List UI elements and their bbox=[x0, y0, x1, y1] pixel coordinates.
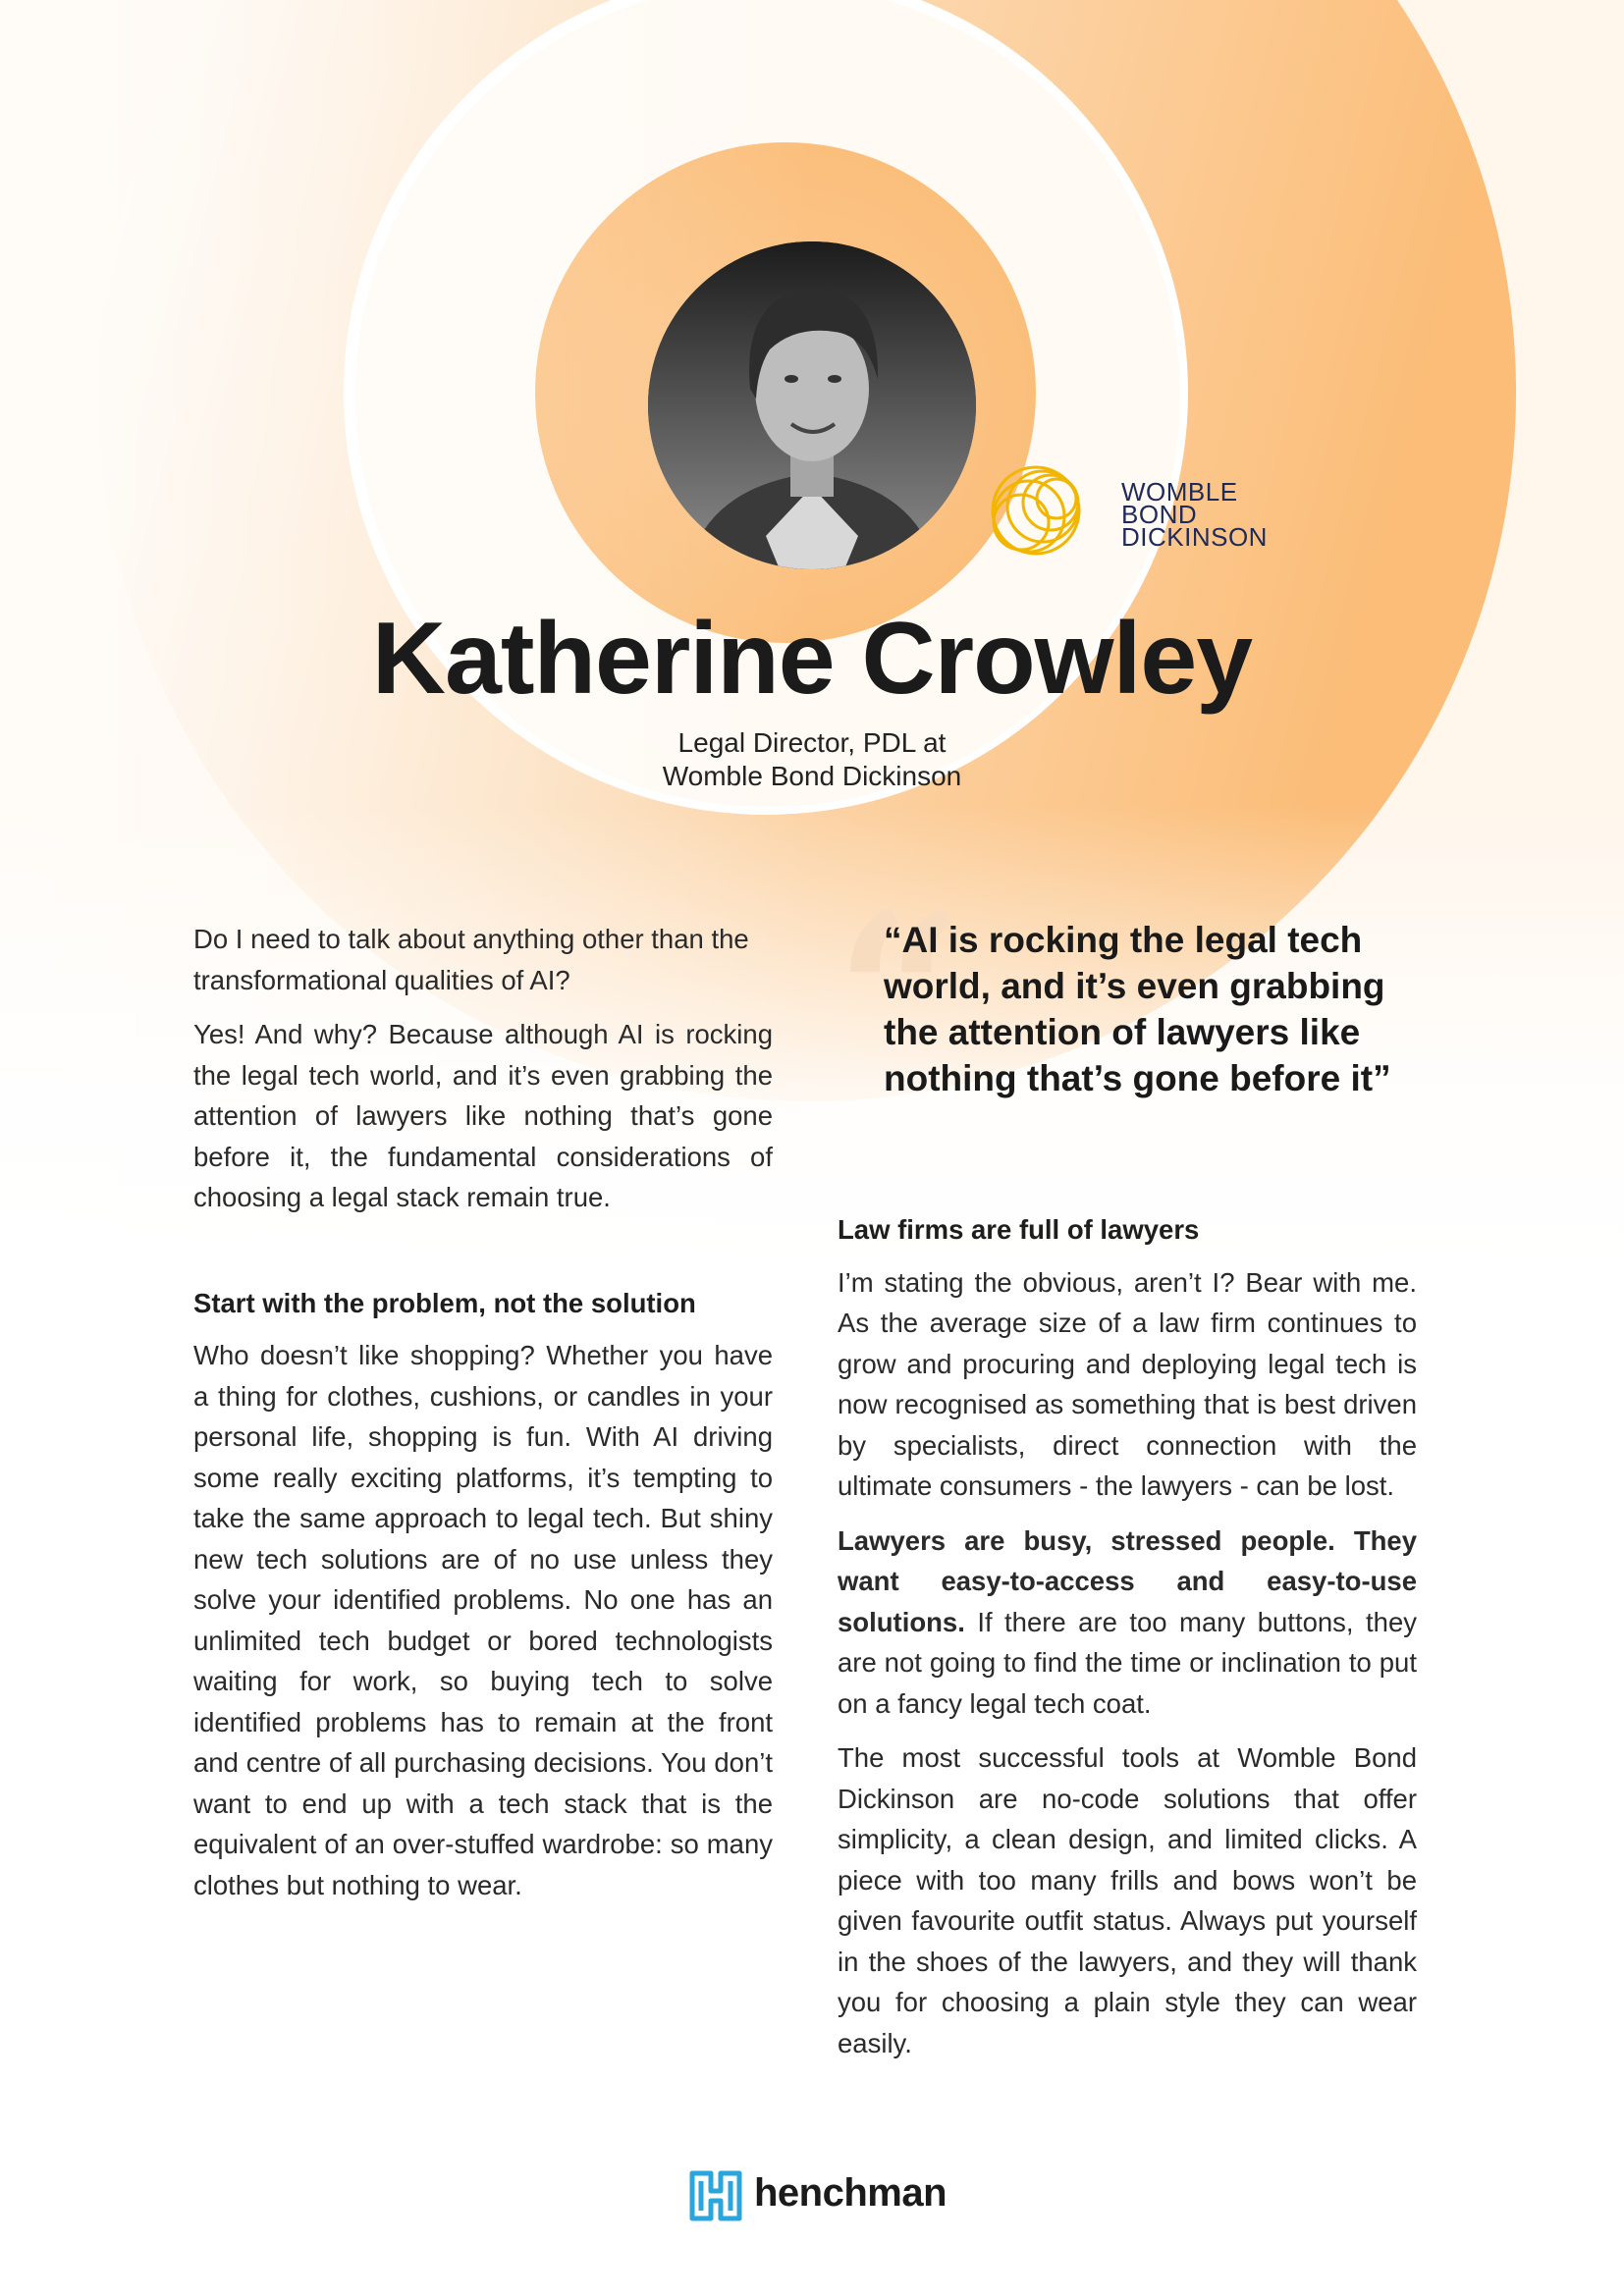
womble-bond-dickinson-logo bbox=[972, 461, 1286, 560]
pull-quote: “AI is rocking the legal tech world, and it’s even grabbing the attention of lawyers like nothing that’s gone before it” bbox=[884, 920, 1391, 1098]
logo-line-bond: BOND bbox=[1121, 500, 1198, 529]
section-heading-lawyers: Law firms are full of lawyers bbox=[838, 1214, 1200, 1245]
henchman-logo bbox=[687, 2167, 962, 2226]
section-body-problem: Who doesn’t like shopping? Whether you have a thing for clothes, cushions, or candles in your personal life, shopping is fun. With AI driving some really exciting platforms, it’s tempting to take the same approach to legal tech. But shiny new tech solutions are of no use unless they solve your identified problems. No one has an unlimited tech budget or bored technologists waiting for work, so buying tech to solve identified problems has to remain at the front and centre of all purchasing decisions. You don’t want to end up with a tech stack that is the equivalent of an over-stuffed wardrobe: so many clothes but nothing to wear. bbox=[193, 1340, 773, 1900]
wbd-rings-icon bbox=[972, 461, 1100, 560]
left-column bbox=[193, 919, 773, 1919]
quote-mark-icon: “ bbox=[835, 864, 965, 1129]
role-line-2: Womble Bond Dickinson bbox=[662, 761, 962, 791]
lawyers-rest-statement: If there are too many buttons, they are not going to find the time or inclination to put on a fancy legal tech coat. bbox=[838, 1606, 1417, 1719]
henchman-wordmark: henchman bbox=[754, 2171, 947, 2215]
henchman-mark-icon bbox=[687, 2167, 744, 2224]
right-column bbox=[838, 1209, 1417, 2077]
intro-question: Do I need to talk about anything other than the transformational qualities of AI? bbox=[193, 924, 749, 995]
person-role bbox=[0, 726, 1624, 793]
section-body-lawyers-2 bbox=[838, 1521, 1417, 1725]
section-heading-problem: Start with the problem, not the solution bbox=[193, 1287, 696, 1318]
intro-answer: Yes! And why? Because although AI is rocking the legal tech world, and it’s even grabbing the attention of lawyers like nothing that’s gone before it, the fundamental considerations of choosing a legal stack remain true. bbox=[193, 1019, 773, 1212]
section-body-lawyers-3: The most successful tools at Womble Bond Dickinson are no-code solutions that offer simplicity, a clean design, and limited clicks. A piece with too many frills and bows won’t be given favourite outfit status. Always put yourself in the shoes of the lawyers, and they will thank you for choosing a plain style they can wear easily. bbox=[838, 1742, 1417, 2058]
lawyers-bold-statement: Lawyers are busy, stressed people. They want easy-to-access and easy-to-use solutions. bbox=[838, 1524, 1417, 1637]
portrait-photo bbox=[648, 241, 976, 569]
logo-line-womble: WOMBLE bbox=[1121, 477, 1238, 507]
logo-line-dickinson: DICKINSON bbox=[1121, 522, 1268, 552]
section-body-lawyers-1: I’m stating the obvious, aren’t I? Bear with me. As the average size of a law firm continues to grow and procuring and deploying legal tech is now recognised as something that is best driven by specialists, direct connection with the ultimate consumers - the lawyers - can be lost. bbox=[838, 1266, 1417, 1501]
person-name: Katherine Crowley bbox=[371, 602, 1253, 716]
role-line-1: Legal Director, PDL at bbox=[677, 727, 947, 758]
